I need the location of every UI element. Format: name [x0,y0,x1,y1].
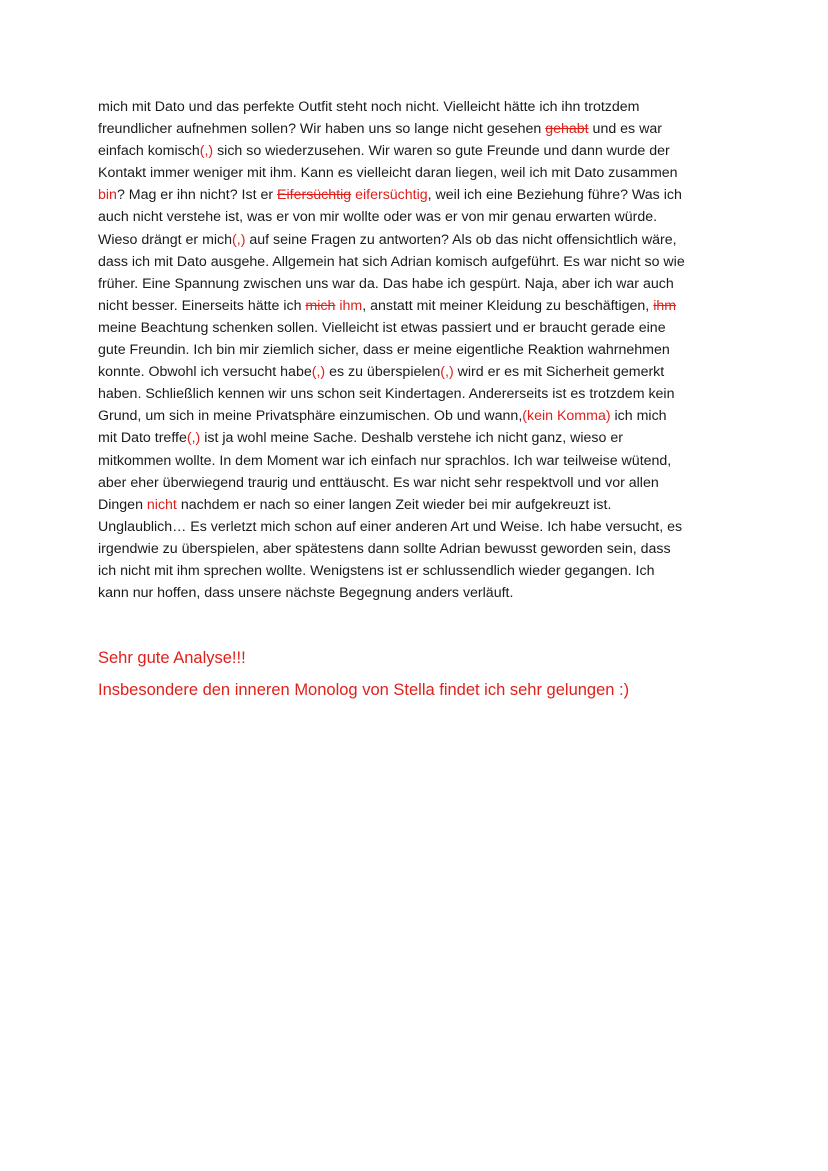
text-segment: wird er es mit Sicherheit gemerkt [453,364,665,381]
text-segment: mich mit Dato und das perfekte Outfit steht noch nicht. Vielleicht hätte ich ihn trotzdem [98,99,640,115]
text-segment: konnte. Obwohl ich versucht habe [98,364,312,381]
text-segment: Kontakt immer weniger mit ihm. Kann es vielleicht daran liegen, weil ich mit Dato zusammen [98,165,678,182]
essay-line [98,383,738,405]
correction-mark: (,) [440,364,454,381]
essay-line [98,427,738,449]
text-segment: Unglaublich… Es verletzt mich schon auf einer anderen Art und Weise. Ich habe versucht, es [98,518,683,535]
struck-word: Eifersüchtig [277,187,352,204]
correction-mark: (kein Komma) [522,408,611,425]
text-segment: ist ja wohl meine Sache. Deshalb verstehe ich nicht ganz, wieso er [200,430,623,447]
text-segment: einfach komisch [98,143,200,160]
text-segment: und es war [588,121,662,138]
text-segment: , weil ich eine Beziehung führe? Was ich [427,187,682,204]
correction-mark: (,) [232,231,246,248]
teacher-feedback [98,646,798,710]
text-segment: nicht besser. Einerseits hätte ich [98,297,306,314]
essay-line [98,295,738,317]
text-segment: mit Dato treffe [98,430,187,447]
essay-line [98,96,738,118]
correction-mark: ihm [335,297,363,314]
correction-mark: bin [98,187,117,204]
essay-line [98,118,738,140]
text-segment: sich so wiederzusehen. Wir waren so gute Freunde und dann wurde der [213,143,670,160]
text-segment: irgendwie zu überspielen, aber spätestens dann sollte Adrian bewusst geworden sein, dass [98,540,671,557]
correction-mark: (,) [199,143,214,160]
essay-line [98,560,738,582]
text-segment: es zu überspielen [325,364,441,381]
text-segment: Grund, um sich in meine Privatsphäre einzumischen. Ob und wann, [98,408,523,425]
text-segment: gute Freundin. Ich bin mir ziemlich sicher, dass er meine eigentliche Reaktion wahrnehmen [98,342,670,359]
essay-line [98,450,738,472]
essay-line [98,361,738,383]
correction-mark: nicht [146,496,177,513]
feedback-line-1: Sehr gute Analyse!!! [98,649,246,667]
text-segment: ich nicht mit ihm sprechen wollte. Wenigstens ist er schlussendlich wieder gegangen. Ich [98,562,655,579]
essay-line [98,339,738,361]
text-segment: Wieso drängt er mich [98,231,233,248]
text-segment: meine Beachtung schenken sollen. Vielleicht ist etwas passiert und er braucht gerade eine [98,319,666,336]
struck-word: mich [305,297,336,314]
struck-word: gehabt [545,121,589,138]
text-segment: nachdem er nach so einer langen Zeit wieder bei mir aufgekreuzt ist. [176,496,612,513]
text-segment: haben. Schließlich kennen wir uns schon seit Kindertagen. Andererseits ist es trotzdem kein [98,386,675,403]
essay-line [98,472,738,494]
essay-line [98,229,738,251]
text-segment: früher. Eine Spannung zwischen uns war da. Das habe ich gespürt. Naja, aber ich war auch [98,275,674,292]
text-segment: Dingen [98,496,147,513]
text-segment: dass ich mit Dato ausgehe. Allgemein hat sich Adrian komisch aufgeführt. Es war nicht so wie [98,253,685,270]
essay-line [98,273,738,295]
struck-word: ihm [653,297,677,314]
text-segment: auf seine Fragen zu antworten? Als ob das nicht offensichtlich wäre, [245,231,677,248]
text-segment: ich mich [610,408,667,425]
text-segment: , anstatt mit meiner Kleidung zu beschäftigen, [362,297,654,314]
essay-line [98,162,738,184]
text-segment: ? Mag er ihn nicht? Ist er [116,187,278,204]
essay-line [98,140,738,162]
text-segment: kann nur hoffen, dass unsere nächste Begegnung anders verläuft. [98,585,514,602]
correction-mark: eifersüchtig [351,187,428,204]
essay-line [98,251,738,273]
text-segment: freundlicher aufnehmen sollen? Wir haben uns so lange nicht gesehen [98,121,546,138]
essay-line [98,494,738,516]
essay-line [98,516,738,538]
feedback-line-2: Insbesondere den inneren Monolog von Stella findet ich sehr gelungen :) [98,681,630,699]
essay-text [98,96,738,604]
text-segment: aber eher überwiegend traurig und enttäuscht. Es war nicht sehr respektvoll und vor allen [98,474,659,491]
correction-mark: (,) [186,430,201,447]
essay-line [98,538,738,560]
essay-line [98,184,738,206]
essay-line [98,405,738,427]
text-segment: mitkommen wollte. In dem Moment war ich einfach nur sprachlos. Ich war teilweise wütend, [98,452,672,469]
text-segment: auch nicht verstehe ist, was er von mir wollte oder was er von mir genau erwarten würde. [98,209,658,226]
essay-line [98,582,738,604]
essay-line [98,317,738,339]
essay-line [98,206,738,228]
correction-mark: (,) [311,364,326,381]
